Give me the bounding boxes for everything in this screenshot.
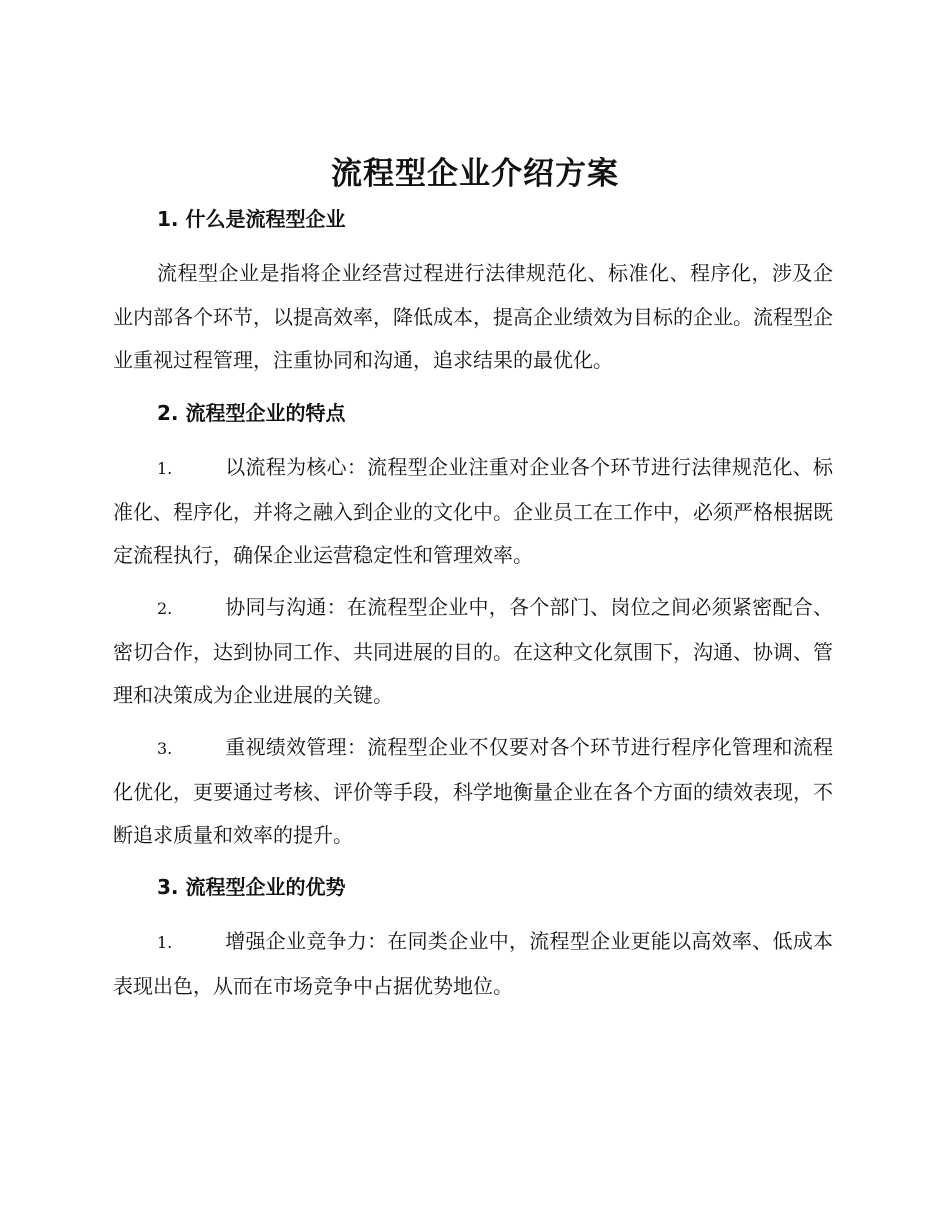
list-item-text: 重视绩效管理：流程型企业不仅要对各个环节进行程序化管理和流程化优化，更要通过考核、评价等手段，科学地衡量企业在各个方面的绩效表现，不断追求质量和效率的提升。 [113, 735, 833, 847]
list-item-text: 以流程为核心：流程型企业注重对企业各个环节进行法律规范化、标准化、程序化，并将之融入到企业的文化中。企业员工在工作中，必须严格根据既定流程执行，确保企业运营稳定性和管理效率。 [113, 455, 833, 567]
section-3-list-item-1 [113, 920, 833, 1008]
list-number: 2. [157, 599, 173, 618]
list-number: 1. [157, 933, 173, 952]
section-1-heading: 1. 什么是流程型企业 [157, 207, 346, 231]
section-2-list-item-2 [113, 586, 833, 718]
list-number: 3. [157, 739, 173, 758]
section-2-list-item-1 [113, 446, 833, 578]
list-item-text: 增强企业竞争力：在同类企业中，流程型企业更能以高效率、低成本表现出色，从而在市场竞争中占据优势地位。 [113, 929, 833, 998]
list-number: 1. [157, 459, 173, 478]
list-item-text: 协同与沟通：在流程型企业中，各个部门、岗位之间必须紧密配合、密切合作，达到协同工作、共同进展的目的。在这种文化氛围下，沟通、协调、管理和决策成为企业进展的关键。 [113, 595, 833, 707]
section-1-paragraph: 流程型企业是指将企业经营过程进行法律规范化、标准化、程序化，涉及企业内部各个环节，以提高效率，降低成本，提高企业绩效为目标的企业。流程型企业重视过程管理，注重协同和沟通，追求结果的最优化。 [113, 261, 833, 372]
document-title: 流程型企业介绍方案 [331, 156, 619, 192]
section-3-heading: 3. 流程型企业的优势 [157, 875, 346, 899]
section-2-heading: 2. 流程型企业的特点 [157, 401, 346, 425]
section-2-list-item-3 [113, 726, 833, 858]
